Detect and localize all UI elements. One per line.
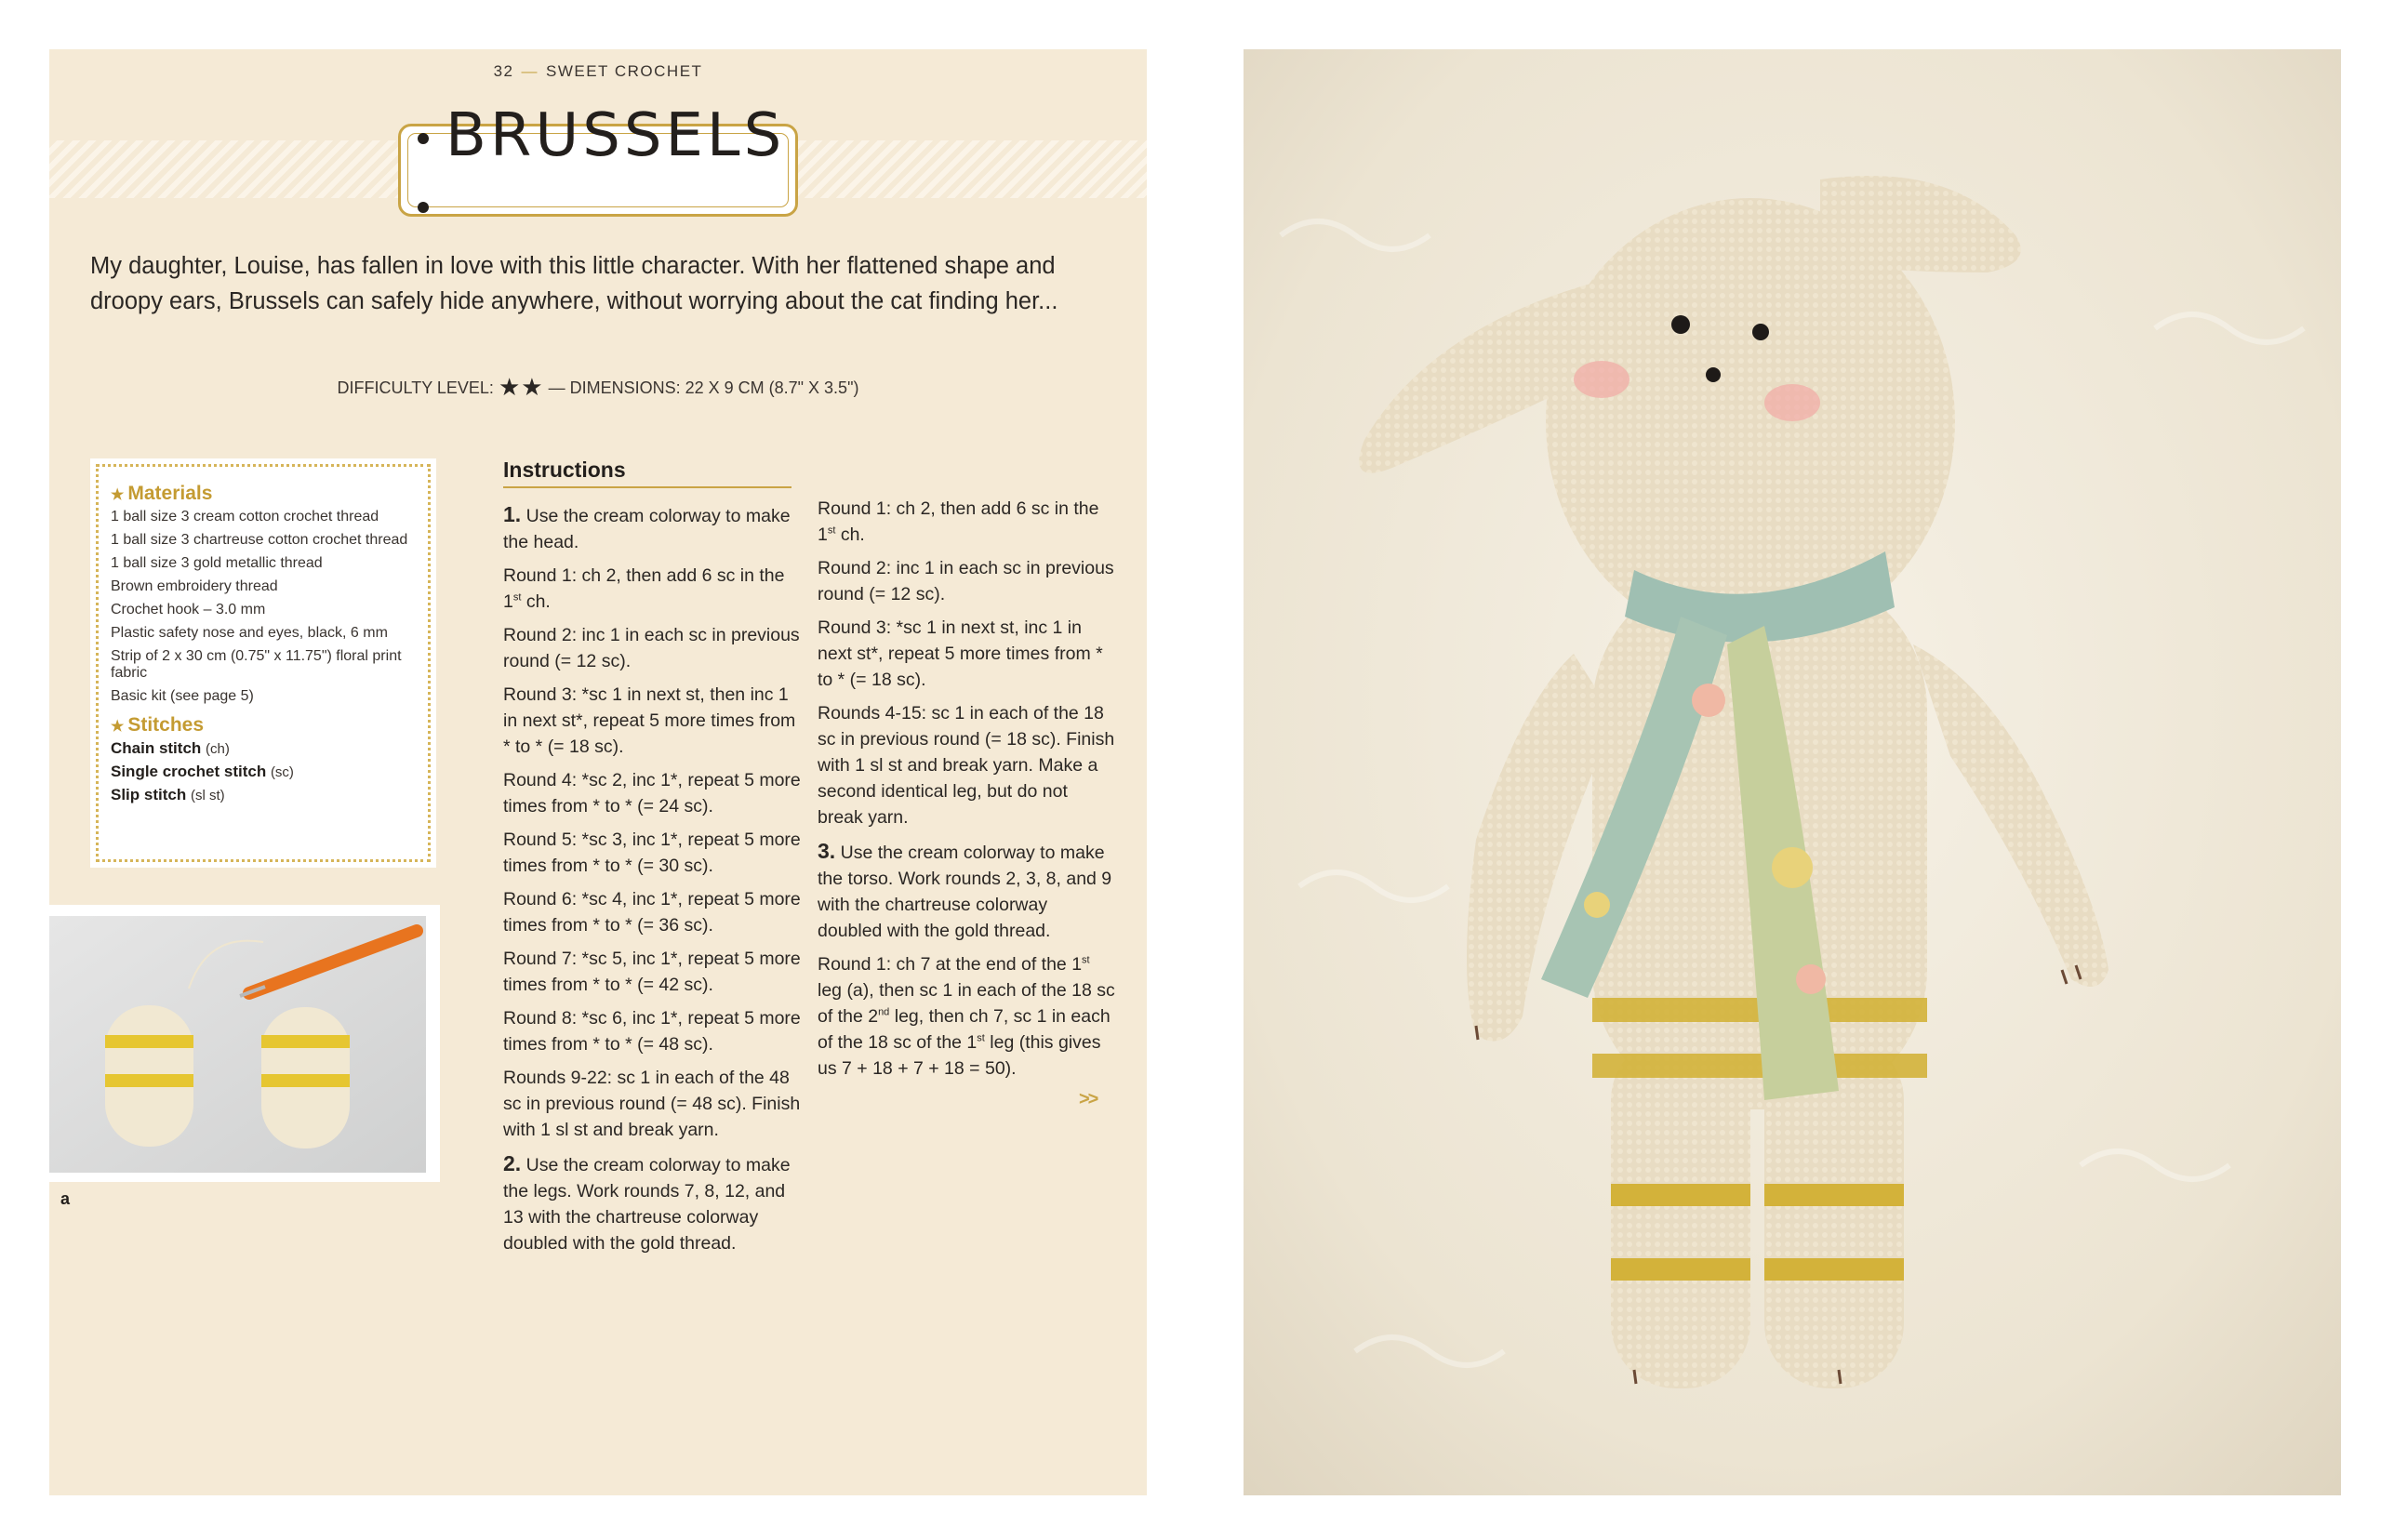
running-head <box>49 62 1147 81</box>
leg-round-2: Round 2: inc 1 in each sc in previous round (= 12 sc). <box>818 558 1114 604</box>
materials-heading: ★ Materials <box>111 483 213 504</box>
star-icon: ★ <box>111 719 125 735</box>
title-frame <box>398 101 798 217</box>
stitches-heading: ★ Stitches <box>111 714 205 736</box>
bunny-photo <box>1244 49 2341 1495</box>
torso-round-1: Round 1: ch 7 at the end of the 1st leg (a), then sc 1 in each of the 18 sc of the 2nd leg, then ch 7, sc 1 in each of the 18 sc of the 1st leg (this gives us 7 + 18 + 7 + 18 = 50). <box>818 954 1115 1079</box>
left-page <box>49 49 1147 1495</box>
legs-photo <box>49 905 440 1182</box>
page-title <box>401 101 795 239</box>
stitch-item: Single crochet stitch (sc) <box>111 763 294 780</box>
instructions-column-2 <box>818 496 1115 1089</box>
leg-right <box>261 1007 350 1148</box>
bullet-left-icon <box>418 133 429 144</box>
material-item: 1 ball size 3 cream cotton crochet thread <box>111 509 379 524</box>
difficulty-label: DIFFICULTY LEVEL: <box>337 378 494 397</box>
material-item: 1 ball size 3 gold metallic thread <box>111 555 323 571</box>
intro-paragraph: My daughter, Louise, has fallen in love with this little character. With her flattened shape and droopy ears, Brussels can safely hide anywhere, without worrying about the cat finding her... <box>90 253 1058 314</box>
page-number: 32 <box>493 62 514 80</box>
instructions-column-1 <box>503 457 801 1264</box>
materials-list <box>111 509 416 705</box>
difficulty-line <box>49 373 1147 402</box>
star-icon: ★ <box>111 487 125 503</box>
difficulty-stars-icon: ★★ <box>498 373 544 401</box>
stitch-item: Slip stitch (sl st) <box>111 786 225 803</box>
head-round-8: Round 8: *sc 6, inc 1*, repeat 5 more times from * to * (= 48 sc). <box>503 1008 801 1055</box>
head-round-6: Round 6: *sc 4, inc 1*, repeat 5 more times from * to * (= 36 sc). <box>503 889 801 936</box>
material-item: Plastic safety nose and eyes, black, 6 mm <box>111 625 388 641</box>
head-round-7: Round 7: *sc 5, inc 1*, repeat 5 more times from * to * (= 42 sc). <box>503 949 801 995</box>
leg-round-3: Round 3: *sc 1 in next st, inc 1 in next st*, repeat 5 more times from * to * (= 18 sc). <box>818 617 1103 690</box>
material-item: 1 ball size 3 chartreuse cotton crochet thread <box>111 532 408 548</box>
head-round-4: Round 4: *sc 2, inc 1*, repeat 5 more times from * to * (= 24 sc). <box>503 770 801 816</box>
materials-box <box>90 458 436 868</box>
stitches-list <box>111 740 416 804</box>
leg-round-4-15: Rounds 4-15: sc 1 in each of the 18 sc in previous round (= 18 sc). Finish with 1 sl st and break yarn. Make a second identical leg, but do not break yarn. <box>818 703 1115 828</box>
page-title-text: BRUSSELS <box>446 101 786 170</box>
step-1: 1. Use the cream colorway to make the head. <box>503 502 791 552</box>
bullet-right-icon <box>418 202 429 213</box>
crochet-bunny-image <box>1244 49 2341 1495</box>
material-item: Brown embroidery thread <box>111 578 278 594</box>
material-item: Crochet hook – 3.0 mm <box>111 602 266 617</box>
crocheted-legs-image <box>49 905 440 1182</box>
dimensions-text: — DIMENSIONS: 22 X 9 CM (8.7" X 3.5") <box>548 378 859 397</box>
running-head-separator: — <box>521 62 539 80</box>
head-round-1: Round 1: ch 2, then add 6 sc in the 1st ch. <box>503 565 785 612</box>
step-2: 2. Use the cream colorway to make the legs. Work rounds 7, 8, 12, and 13 with the chartreuse colorway doubled with the gold thread. <box>503 1151 791 1254</box>
material-item: Strip of 2 x 30 cm (0.75" x 11.75") floral print fabric <box>111 648 402 681</box>
head-round-9-22: Rounds 9-22: sc 1 in each of the 48 sc in previous round (= 48 sc). Finish with 1 sl st and break yarn. <box>503 1068 801 1140</box>
head-round-2: Round 2: inc 1 in each sc in previous round (= 12 sc). <box>503 625 800 671</box>
instructions-heading: Instructions <box>503 457 791 488</box>
head-round-3: Round 3: *sc 1 in next st, then inc 1 in next st*, repeat 5 more times from * to * (= 18 sc). <box>503 684 796 757</box>
head-round-5: Round 5: *sc 3, inc 1*, repeat 5 more times from * to * (= 30 sc). <box>503 830 801 876</box>
book-title: SWEET CROCHET <box>546 62 703 80</box>
leg-left <box>105 1005 193 1147</box>
step-3: 3. Use the cream colorway to make the torso. Work rounds 2, 3, 8, and 9 with the chartreuse colorway doubled with the gold thread. <box>818 839 1112 941</box>
continue-arrow-icon: >> <box>1079 1089 1097 1109</box>
stitch-item: Chain stitch (ch) <box>111 739 230 757</box>
photo-label: a <box>60 1189 71 1208</box>
material-item: Basic kit (see page 5) <box>111 688 254 704</box>
leg-round-1: Round 1: ch 2, then add 6 sc in the 1st ch. <box>818 498 1099 545</box>
